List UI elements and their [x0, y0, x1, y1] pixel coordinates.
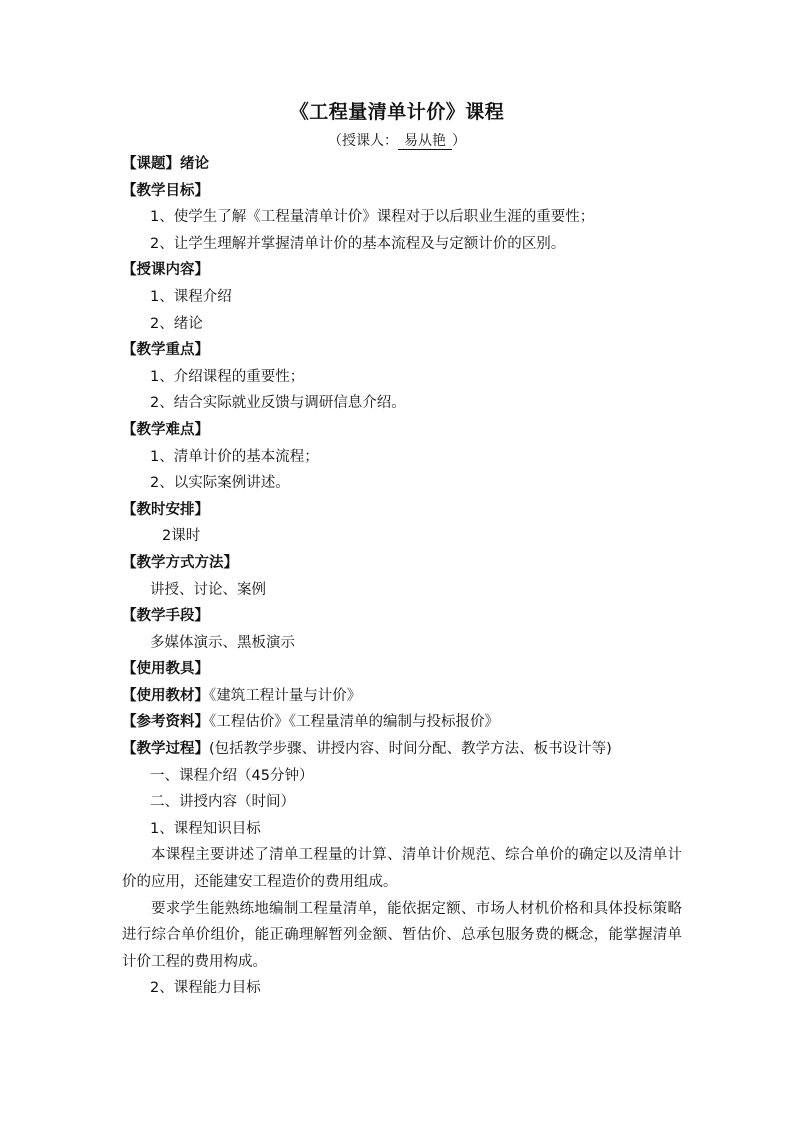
- method-heading: 【教学方式方法】: [122, 554, 238, 571]
- goal-item-1: 1、使学生了解《工程量清单计价》课程对于以后职业生涯的重要性；: [150, 209, 595, 226]
- lecturer-line: [0, 130, 794, 150]
- content-heading: 【授课内容】: [122, 262, 209, 279]
- topic-heading: 【课题】: [122, 156, 180, 172]
- knowledge-goal-heading: 1、课程知识目标: [150, 820, 261, 837]
- difficulty-item-2: 2、以实际案例讲述。: [150, 475, 290, 492]
- content-item-1: 1、课程介绍: [150, 288, 232, 305]
- process-note: (包括教学步骤、讲授内容、时间分配、教学方法、板书设计等): [209, 741, 612, 758]
- lecturer-suffix: ）: [452, 133, 466, 149]
- document-body: [122, 151, 682, 1002]
- topic-value: 绪论: [180, 156, 209, 172]
- hours-heading: 【教时安排】: [122, 501, 209, 518]
- textbook-heading: 【使用教材】: [122, 687, 209, 704]
- process-line: [122, 736, 682, 763]
- lecturer-prefix: （授课人：: [328, 133, 398, 149]
- process-item-1: 一、课程介绍（45分钟）: [150, 767, 314, 784]
- means-heading: 【教学手段】: [122, 608, 209, 625]
- lecturer-name: 易从艳: [398, 133, 452, 150]
- content-item-2: 2、绪论: [150, 315, 203, 332]
- textbook-value: 《建筑工程计量与计价》: [209, 687, 362, 704]
- difficulty-heading: 【教学难点】: [122, 421, 209, 438]
- paragraph-1: 本课程主要讲述了清单工程量的计算、清单计价规范、综合单价的确定以及清单计价的应用，还能建安工程造价的费用组成。: [122, 847, 682, 891]
- textbook-line: [122, 683, 682, 710]
- method-value: 讲授、讨论、案例: [150, 581, 266, 598]
- goal-item-2: 2、让学生理解并掌握清单计价的基本流程及与定额计价的区别。: [150, 235, 566, 252]
- ability-goal-heading: 2、课程能力目标: [150, 980, 261, 997]
- means-value: 多媒体演示、黑板演示: [150, 634, 295, 651]
- paragraph-2: 要求学生能熟练地编制工程量清单，能依据定额、市场人材机价格和具体投标策略进行综合单价组价，能正确理解暂列金额、暂估价、总承包服务费的概念，能掌握清单计价工程的费用构成。: [122, 900, 682, 970]
- process-item-2: 二、讲授内容（时间）: [150, 794, 295, 811]
- hours-value: 2课时: [162, 528, 201, 545]
- reference-value: 《工程估价》《工程量清单的编制与投标报价》: [209, 714, 499, 731]
- process-heading: 【教学过程】: [122, 741, 209, 758]
- reference-heading: 【参考资料】: [122, 714, 209, 731]
- document-title: 《工程量清单计价》课程: [289, 101, 505, 123]
- tools-heading: 【使用教具】: [122, 661, 209, 678]
- reference-line: [122, 709, 682, 736]
- goal-heading: 【教学目标】: [122, 182, 209, 199]
- key-point-1: 1、介绍课程的重要性；: [150, 368, 305, 385]
- difficulty-item-1: 1、清单计价的基本流程；: [150, 448, 319, 465]
- key-points-heading: 【教学重点】: [122, 342, 209, 359]
- key-point-2: 2、结合实际就业反馈与调研信息介绍。: [150, 395, 406, 412]
- topic-line: [122, 151, 682, 178]
